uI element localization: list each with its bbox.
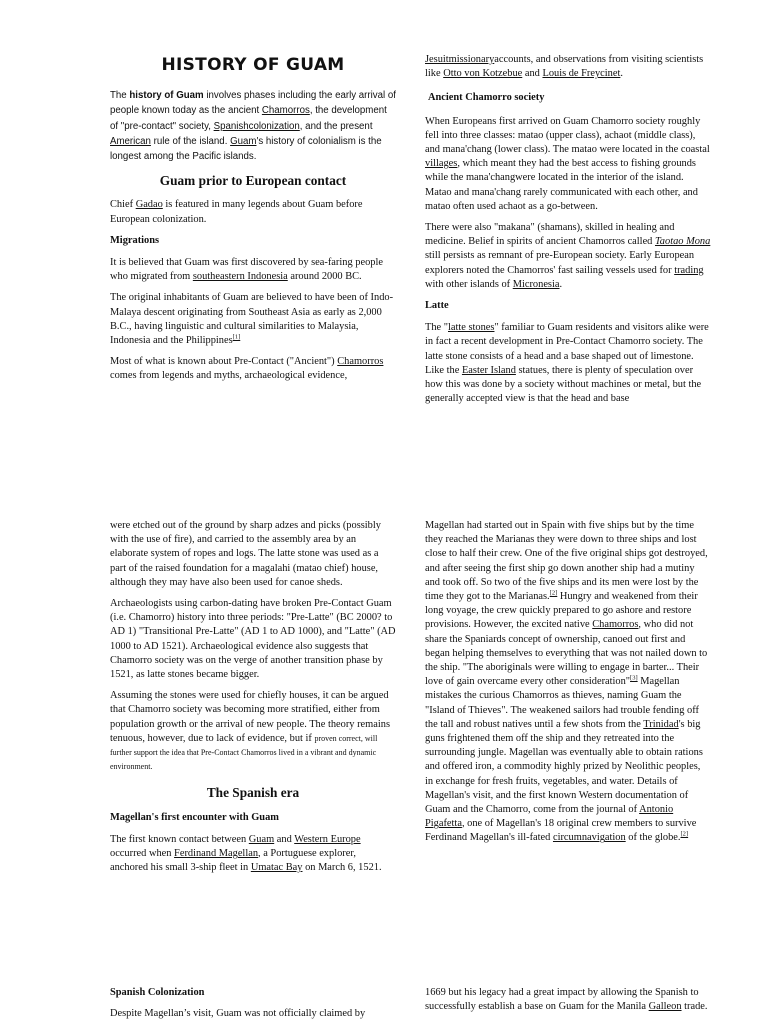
text: around 2000 BC. — [287, 271, 362, 283]
link-chamorros[interactable]: Chamorros — [592, 619, 639, 631]
text: of the globe. — [625, 832, 681, 844]
section-heading-prior-contact: Guam prior to European contact — [159, 173, 347, 189]
link-jesuit-missionary[interactable]: Jesuitmissionary — [425, 54, 495, 65]
link-louis-de-freycinet[interactable]: Louis de Freycinet — [542, 68, 621, 80]
text: and — [522, 68, 543, 80]
page2-right-column — [425, 519, 711, 853]
text: on March 6, 1521. — [302, 862, 382, 874]
text: " familiar to Guam residents and visitors alike were in fact a recent development in Pre-Contact Chamorro society. The latte stone consists of a head and a base shaped out of limestone. Like the — [425, 322, 709, 376]
subheading-magellan-encounter: Magellan's first encounter with Guam — [110, 811, 279, 823]
text: There were also "makana" (shamans), skilled in healing and medicine. Belief in spirits of ancient Chamorros called — [425, 222, 675, 248]
bold-term: history of Guam — [129, 90, 204, 102]
text: Chief — [110, 199, 136, 211]
link-umatac-bay[interactable]: Umatac Bay — [250, 862, 303, 874]
text: 's big guns frightened them off the ship and they retreated into the surrounding jungle. Magellan was eventually able to obtain rations and offered iron, a commodity highly prized by Neolithic peoples, in exchange for fresh fruits, vegetables, and water. Details of Magellan's visit, and the first known Western documentation of Guam and the Chamorro, come from the journal of — [425, 718, 703, 816]
text: When Europeans first arrived on Guam Chamorro society roughly fell into three classes: matao (upper class), achaot (middle class), and mana'chang (lower class). The matao were located in the coastal — [425, 115, 710, 156]
text: , who did not share the Spaniards concept of ownership, canoed out first and began helping themselves to everything that was not nailed down to the ship. "The aboriginals were willing to engage in barter... Their love of gain overcame every other consideration" — [425, 619, 708, 688]
text: Assuming the stones were used for chiefly houses, it can be argued that Chamorro society was becoming more stratified, either from population growth or the arrival of new people. The theory remains tenuous, however, due to lack of evidence, but if — [110, 690, 390, 744]
text: comes from legends and myths, archaeological evidence, — [110, 370, 348, 382]
link-trinidad[interactable]: Trinidad — [643, 718, 679, 730]
text: It is believed that Guam was first discovered by sea-faring people who migrated from — [110, 257, 383, 283]
subheading-migrations: Migrations — [110, 234, 160, 246]
paragraph-migration-2 — [110, 291, 396, 348]
text: 's history of colonialism is the longest among the Pacific islands. — [110, 135, 382, 163]
paragraph-colonization: Despite Magellan’s visit, Guam was not officially claimed by — [110, 1008, 366, 1020]
paragraph-migration-1 — [110, 256, 396, 284]
link-galleon[interactable]: Galleon — [648, 1001, 682, 1013]
text: Magellan mistakes the curious Chamorros as thieves, naming Guam the "Island of Thieves". The weakened sailors had trouble fending off the tall and robust natives until a few shots from the — [425, 676, 699, 730]
link-villages[interactable]: villages — [425, 158, 458, 170]
text: accounts, and observations from visiting scientists like — [425, 54, 704, 80]
link-chamorros[interactable]: Chamorros — [261, 105, 310, 117]
text: The " — [425, 322, 448, 334]
reference-link[interactable]: [1] — [232, 333, 241, 341]
paragraph-accounts — [425, 53, 711, 81]
text: , a Portuguese explorer, anchored his small 3-ship fleet in — [110, 848, 356, 874]
link-otto-von-kotzebue[interactable]: Otto von Kotzebue — [443, 68, 523, 80]
text: Magellan had started out in Spain with five ships but by the time they reached the Marianas they were down to three ships and lost close to half their crew. One of the five original ships got destroyed, and after seeing the first ship go down another ship had a mutiny and took off. So two of the five ships and its men were lost by the time they got to the Marianas. — [425, 520, 708, 603]
paragraph-galleon-trade — [425, 986, 711, 1014]
reference-link[interactable]: [3] — [630, 674, 638, 682]
link-american[interactable]: American — [110, 135, 151, 147]
text: and — [274, 833, 295, 845]
text: rule of the island. — [150, 135, 231, 147]
text: involves phases including the early arrival of people known today as the ancient — [110, 90, 396, 117]
small-text: proven correct, will further support the idea that Pre-Contact Chamorros lived in a vibrant and dynamic environment. — [110, 733, 378, 772]
paragraph-first-contact — [110, 833, 396, 876]
text: , one of Magellan's 18 original crew members to survive Ferdinand Magellan's ill-fated — [425, 818, 697, 844]
text: Hungry and weakened from their long voyage, the crew quickly prepared to go ashore and restore provisions. However, the excited native — [425, 591, 698, 631]
text: 1669 but his legacy had a great impact by allowing the Spanish to successfully establish a base on Guam for the Manila — [425, 987, 699, 1013]
paragraph-gadao — [110, 198, 396, 226]
paragraph-magellan-voyage — [425, 519, 711, 846]
page-title: HISTORY OF GUAM — [161, 55, 345, 75]
section-heading-spanish-era: The Spanish era — [206, 785, 300, 801]
link-micronesia[interactable]: Micronesia — [512, 278, 560, 290]
text: The first known contact between — [110, 833, 249, 845]
page1-right-column — [425, 53, 711, 413]
intro-paragraph — [110, 88, 396, 164]
link-chamorros[interactable]: Chamorros — [337, 356, 384, 368]
text: , the development of "pre-contact" society, — [110, 105, 387, 132]
paragraph-makana — [425, 221, 711, 292]
link-easter-island[interactable]: Easter Island — [461, 364, 516, 376]
text: with other islands of — [425, 278, 513, 290]
subheading-latte: Latte — [425, 300, 449, 312]
link-circumnavigation[interactable]: circumnavigation — [552, 832, 626, 844]
link-taotao-mona[interactable]: Taotao Mona — [654, 236, 711, 248]
text: , and the present — [299, 120, 373, 132]
text: is featured in many legends about Guam before European colonization. — [110, 199, 363, 225]
link-trading[interactable]: trading — [674, 264, 704, 276]
text: still persists as remnant of pre-European society. Early European explorers noted the Chamorros' fast sailing vessels used for — [425, 250, 695, 276]
text: , which meant they had the best access to fishing grounds while the mana'changwere located in the interior of the island. Matao and mana'chang rarely communicated with each other, and matao often used achaot as a go-between. — [425, 158, 698, 212]
text: . — [559, 278, 563, 290]
link-western-europe[interactable]: Western Europe — [294, 833, 361, 845]
paragraph-stratified-society — [110, 689, 396, 774]
link-latte-stones[interactable]: latte stones — [448, 322, 495, 334]
subheading-ancient-chamorro-society: Ancient Chamorro society — [428, 92, 545, 104]
text: The — [110, 90, 130, 102]
reference-link[interactable]: [2] — [680, 831, 689, 838]
link-antonio-pigafetta[interactable]: Antonio Pigafetta — [425, 804, 674, 830]
link-spanish-colonization[interactable]: Spanishcolonization — [213, 120, 300, 132]
link-southeastern-indonesia[interactable]: southeastern Indonesia — [192, 271, 288, 283]
text: statues, there is plenty of speculation over how this was done by a society without machines or metal, but the generally accepted view is that the head and base — [425, 364, 702, 405]
text: occurred when — [110, 848, 175, 860]
page2-left-column — [110, 519, 396, 882]
link-guam[interactable]: Guam — [248, 833, 275, 845]
reference-link[interactable]: [2] — [549, 589, 558, 597]
paragraph-latte-construction: were etched out of the ground by sharp adzes and picks (possibly with the use of fire), and carried to the assembly area by an elaborate system of ropes and logs. The latte stone was used as a part of the raised foundation for a magalahi (matao chief) house, although they may have also been used for canoe sheds. — [110, 520, 381, 588]
page1-left-column — [110, 55, 396, 391]
paragraph-carbon-dating: Archaeologists using carbon-dating have broken Pre-Contact Guam (i.e. Chamorro) history into three periods: "Pre-Latte" (BC 2000? to AD 1) "Transitional Pre-Latte" (AD 1 to AD 1000), and "Latte" (AD 1000 to AD 1521). Archaeological evidence also suggests that Chamorro society was on the verge of another transition phase by 1521, as latte stones became bigger. — [110, 598, 396, 681]
link-guam[interactable]: Guam — [230, 135, 257, 147]
text: trade. — [681, 1001, 708, 1013]
paragraph-latte-stones — [425, 321, 711, 406]
text: . — [620, 68, 623, 80]
text: The original inhabitants of Guam are believed to have been of Indo-Malaya descent originating from Southeast Asia as early as 2,000 B.C., having linguistic and cultural similarities to Malaysia, Indonesia and the Philippines — [110, 292, 394, 347]
paragraph-migration-3 — [110, 355, 396, 383]
link-ferdinand-magellan[interactable]: Ferdinand Magellan — [174, 848, 259, 860]
page3-right-column — [425, 986, 711, 1021]
paragraph-classes — [425, 115, 711, 214]
page3-left-column — [110, 986, 396, 1028]
text: Most of what is known about Pre-Contact ("Ancient") — [110, 356, 338, 368]
subheading-spanish-colonization: Spanish Colonization — [110, 987, 205, 998]
link-gadao[interactable]: Gadao — [135, 199, 163, 211]
